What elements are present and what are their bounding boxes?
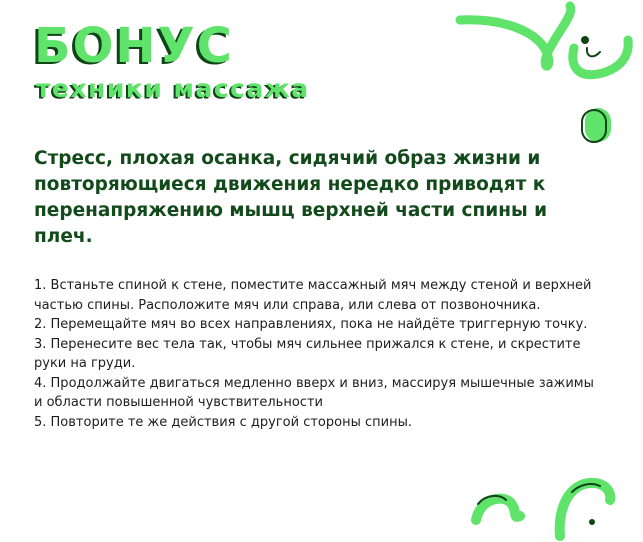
page-subtitle: техники массажа <box>36 74 310 103</box>
step-item: 5. Повторите те же действия с другой стороны спины. <box>34 414 412 430</box>
dot-decoration <box>582 108 611 142</box>
intro-paragraph: Стресс, плохая осанка, сидячий образ жизни и повторяющиеся движения нередко приводят к перенапряжению мышц верхней части спины и плеч. <box>34 148 548 247</box>
step-item: 2. Перемещайте мяч во всех направлениях, пока не найдёте триггерную точку. <box>34 317 588 332</box>
page-title: БОНУС <box>34 18 234 74</box>
squiggle-decoration-top <box>460 6 628 75</box>
squiggle-decoration-bottom <box>476 483 610 536</box>
step-item: 4. Продолжайте двигаться медленно вверх и вниз, массируя мышечные зажимы и области повышенной чувствительности <box>34 375 594 410</box>
step-item: 3. Перенесите вес тела так, чтобы мяч сильнее прижался к стене, и скрестите руки на груди. <box>34 336 581 371</box>
step-item: 1. Встаньте спиной к стене, поместите массажный мяч между стеной и верхней частью спины. Расположите мяч или справа, или слева от позвоночника. <box>34 278 592 313</box>
